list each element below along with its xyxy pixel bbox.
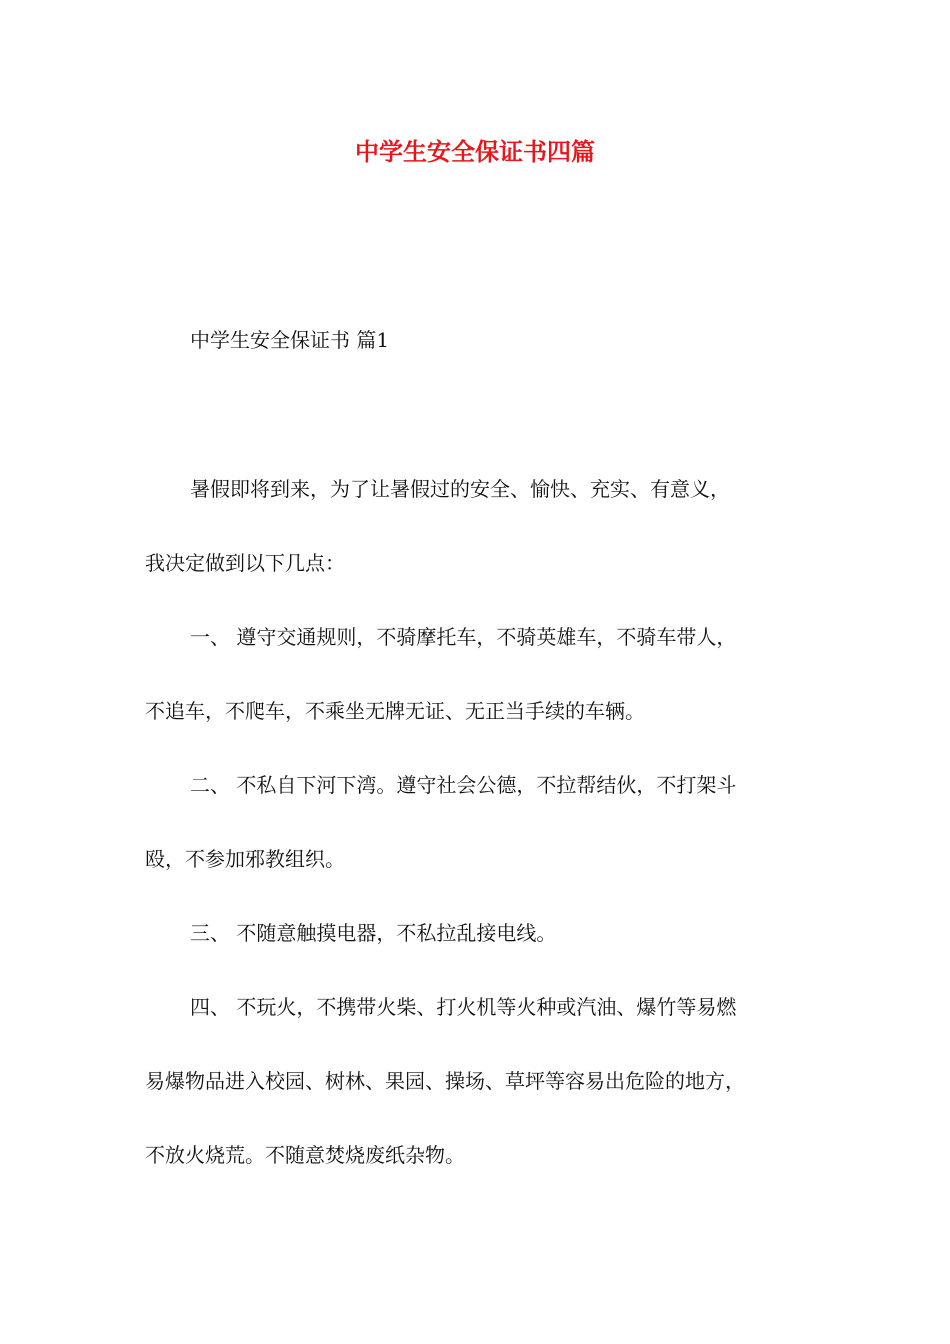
list-item-line: 易爆物品进入校园、树林、果园、操场、草坪等容易出危险的地方， (145, 1069, 745, 1093)
list-item-line: 殴，不参加邪教组织。 (145, 847, 345, 871)
document-body (145, 472, 825, 1212)
list-item-line: 三、 不随意触摸电器，不私拉乱接电线。 (190, 921, 557, 945)
section-heading: 中学生安全保证书 篇1 (190, 328, 390, 352)
list-item-line: 二、 不私自下河下湾。遵守社会公德，不拉帮结伙，不打架斗 (190, 773, 737, 797)
list-item-line: 一、 遵守交通规则，不骑摩托车，不骑英雄车，不骑车带人， (190, 625, 737, 649)
paragraph-line: 我决定做到以下几点： (145, 551, 345, 575)
paragraph-line: 暑假即将到来，为了让暑假过的安全、愉快、充实、有意义， (190, 477, 730, 501)
list-item-line: 不放火烧荒。不随意焚烧废纸杂物。 (145, 1143, 465, 1167)
document-title: 中学生安全保证书四篇 (355, 137, 595, 166)
list-item-line: 不追车，不爬车，不乘坐无牌无证、无正当手续的车辆。 (145, 699, 645, 723)
list-item-line: 四、 不玩火，不携带火柴、打火机等火种或汽油、爆竹等易燃 (190, 995, 737, 1019)
